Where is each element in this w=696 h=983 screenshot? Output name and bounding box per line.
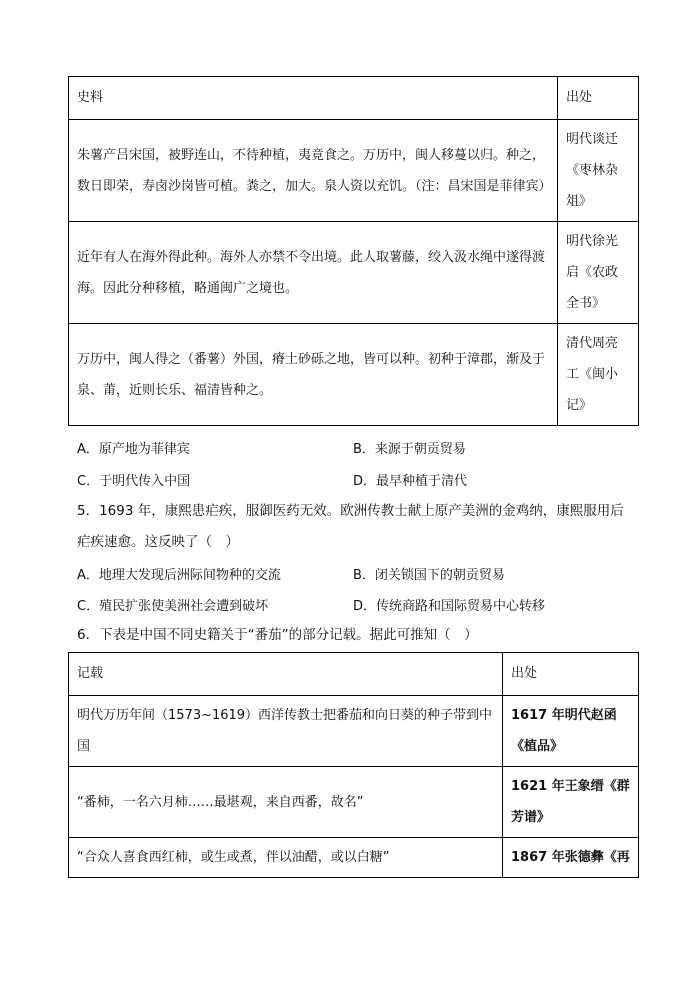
source-cell: 明代徐光启《农政全书》 bbox=[558, 222, 639, 324]
table-row bbox=[69, 324, 639, 426]
table-row bbox=[69, 838, 639, 878]
source-table-sweet-potato bbox=[68, 76, 639, 426]
q5-option-a[interactable]: A．地理大发现后洲际间物种的交流 bbox=[77, 568, 281, 583]
q4-option-c[interactable]: C．于明代传入中国 bbox=[77, 474, 191, 489]
material-cell: 万历中，闽人得之（番薯）外国，瘠土砂砾之地，皆可以种。初种于漳郡，渐及于泉、莆，近则长乐、福清皆种之。 bbox=[69, 324, 558, 426]
source-cell: 1867 年张德彝《再 bbox=[503, 838, 639, 878]
table-row bbox=[69, 767, 639, 838]
table-row bbox=[69, 696, 639, 767]
record-cell: 明代万历年间（1573~1619）西洋传教士把番茄和向日葵的种子带到中国 bbox=[69, 696, 503, 767]
record-cell: “合众人喜食西红柿，或生或煮，伴以油醋，或以白糖” bbox=[69, 838, 503, 878]
material-cell: 朱薯产吕宋国，被野连山，不待种植，夷竟食之。万历中，闽人移蔓以归。种之，数日即荣，寿卤沙岗皆可植。粪之，加大。泉人资以充饥。（注：昌宋国是菲律宾） bbox=[69, 120, 558, 222]
table-row bbox=[69, 222, 639, 324]
q5-stem: 5．1693 年，康熙患疟疾，服御医药无效。欧洲传教士献上原产美洲的金鸡纳，康熙服用后疟疾速愈。这反映了（ ） bbox=[77, 503, 624, 550]
source-cell: 1621 年王象缙《群芳谱》 bbox=[503, 767, 639, 838]
material-cell: 近年有人在海外得此种。海外人亦禁不令出境。此人取薯藤，绞入汲水绳中遂得渡海。因此分种移植，略通闽广之境也。 bbox=[69, 222, 558, 324]
table-header-row bbox=[69, 77, 639, 120]
table-header-row bbox=[69, 653, 639, 696]
table-row bbox=[69, 120, 639, 222]
source-table-tomato bbox=[68, 652, 639, 878]
q5-option-d[interactable]: D．传统商路和国际贸易中心转移 bbox=[353, 599, 546, 614]
source-cell: 明代谈迁《枣林杂俎》 bbox=[558, 120, 639, 222]
header-cell-source: 出处 bbox=[558, 77, 639, 120]
header-cell-material: 史料 bbox=[69, 77, 558, 120]
q5-option-c[interactable]: C．殖民扩张使美洲社会遭到破坏 bbox=[77, 599, 269, 614]
q5-option-b[interactable]: B．闭关锁国下的朝贡贸易 bbox=[353, 568, 505, 583]
header-cell-record: 记载 bbox=[69, 653, 503, 696]
q4-option-d[interactable]: D．最早种植于清代 bbox=[353, 474, 468, 489]
record-cell: “番柿，一名六月柿……最堪观，来自西番，故名” bbox=[69, 767, 503, 838]
q4-option-a[interactable]: A．原产地为菲律宾 bbox=[77, 442, 190, 457]
header-cell-source: 出处 bbox=[503, 653, 639, 696]
q6-stem: 6．下表是中国不同史籍关于“番茄”的部分记载。据此可推知（ ） bbox=[77, 627, 478, 643]
source-cell: 清代周亮工《闽小记》 bbox=[558, 324, 639, 426]
q4-option-b[interactable]: B．来源于朝贡贸易 bbox=[353, 442, 466, 457]
source-cell: 1617 年明代赵函《植品》 bbox=[503, 696, 639, 767]
